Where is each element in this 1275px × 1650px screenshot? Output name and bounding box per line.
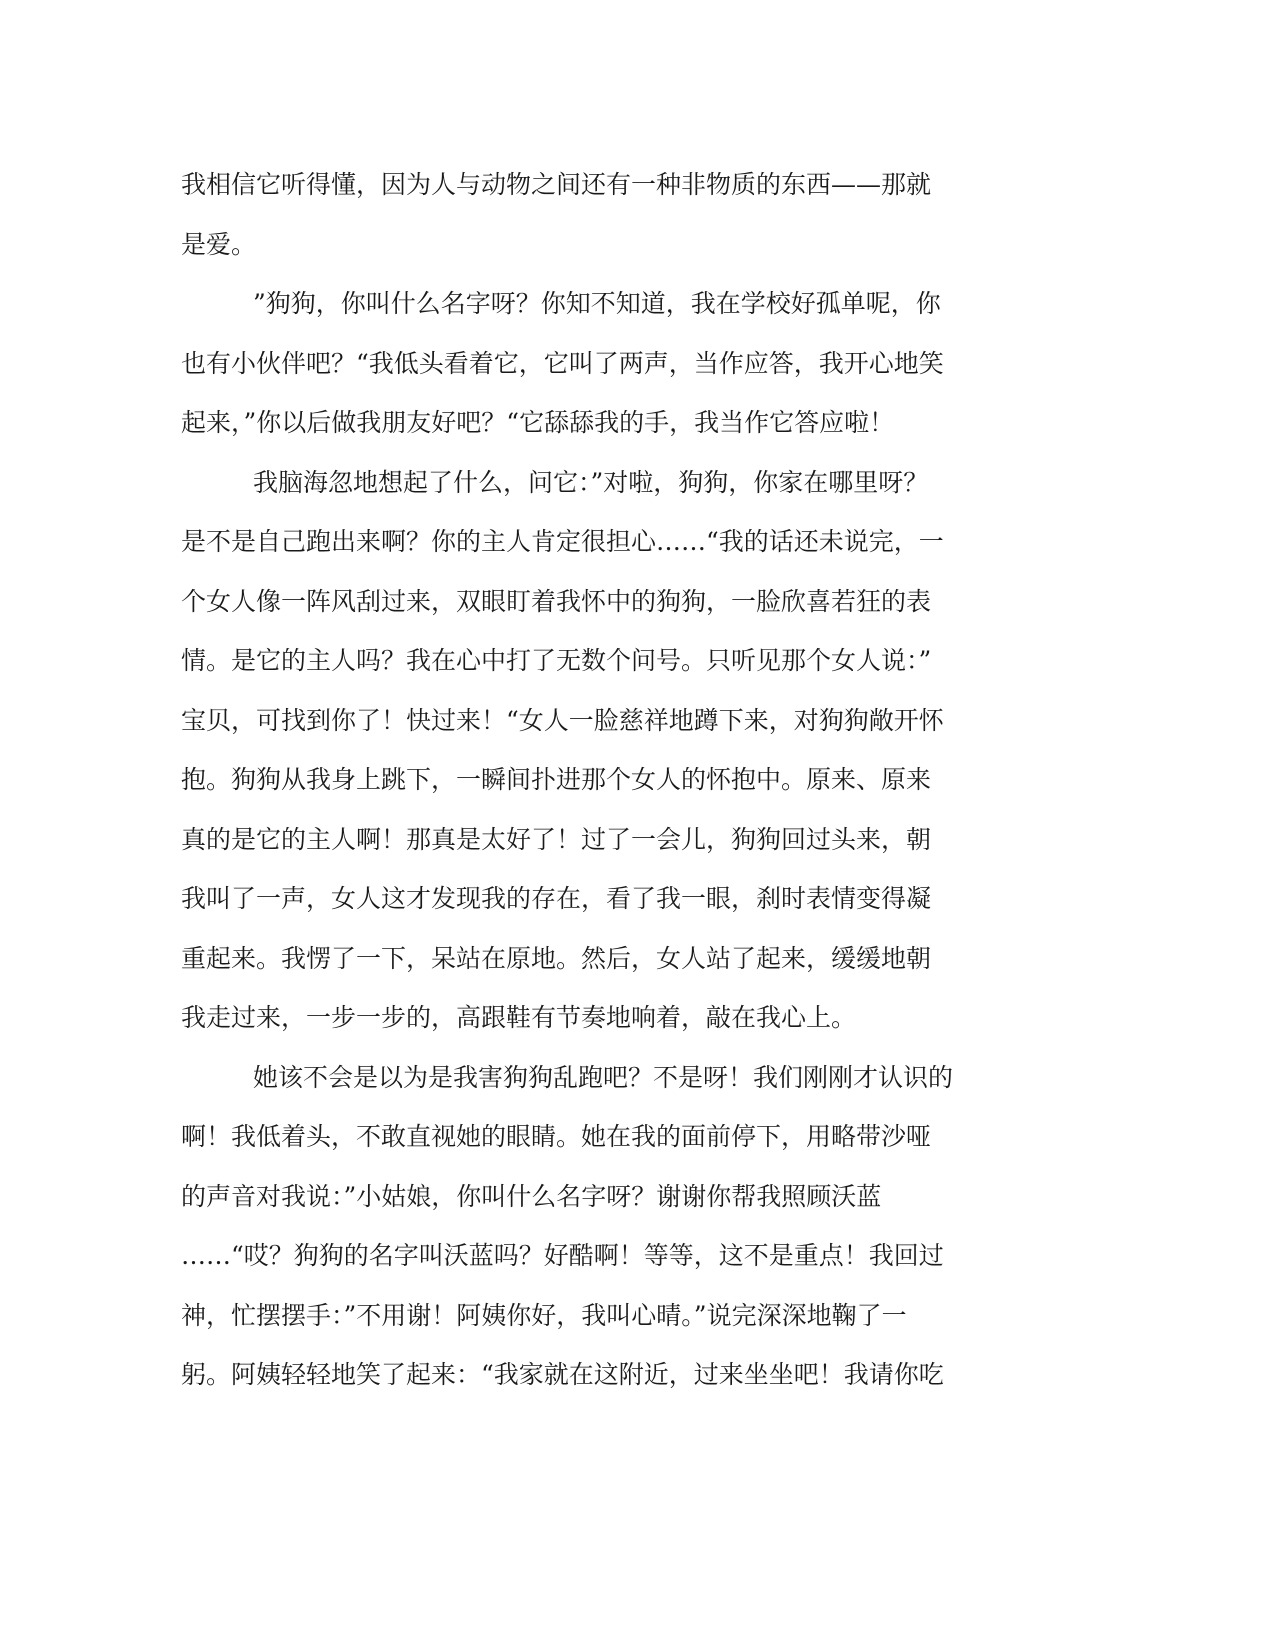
text-line: 我相信它听得懂，因为人与动物之间还有一种非物质的东西——那就 <box>181 170 932 199</box>
paragraph-start-line: 她该不会是以为是我害狗狗乱跑吧？不是呀！我们刚刚才认识的 <box>253 1062 954 1092</box>
text-line: ……“哎？狗狗的名字叫沃蓝吗？好酷啊！等等，这不是重点！我回过 <box>181 1241 944 1270</box>
text-line: 起来，”你以后做我朋友好吧？“它舔舔我的手，我当作它答应啦！ <box>181 408 895 437</box>
text-line: 我叫了一声，女人这才发现我的存在，看了我一眼，刹时表情变得凝 <box>181 884 932 913</box>
body-text <box>181 155 1041 1405</box>
paragraph-start-line: ”狗狗，你叫什么名字呀？你知不知道，我在学校好孤单呢，你 <box>253 289 941 318</box>
text-line: 神，忙摆摆手：”不用谢！阿姨你好，我叫心晴。”说完深深地鞠了一 <box>181 1300 907 1330</box>
text-line: 宝贝，可找到你了！快过来！“女人一脸慈祥地蹲下来，对狗狗敞开怀 <box>181 705 944 735</box>
text-line: 我走过来，一步一步的，高跟鞋有节奏地响着，敲在我心上。 <box>181 1003 857 1032</box>
text-line: 是爱。 <box>181 229 257 259</box>
paragraph-start-line: 我脑海忽地想起了什么，问它：”对啦，狗狗，你家在哪里呀？ <box>253 467 929 497</box>
text-line: 的声音对我说：”小姑娘，你叫什么名字呀？谢谢你帮我照顾沃蓝 <box>181 1181 882 1211</box>
text-line: 是不是自己跑出来啊？你的主人肯定很担心……“我的话还未说完，一 <box>181 527 944 556</box>
text-line: 重起来。我愣了一下，呆站在原地。然后，女人站了起来，缓缓地朝 <box>181 943 932 973</box>
text-line: 抱。狗狗从我身上跳下，一瞬间扑进那个女人的怀抱中。原来、原来 <box>181 765 932 794</box>
text-line: 情。是它的主人吗？我在心中打了无数个问号。只听见那个女人说：” <box>181 646 932 675</box>
text-line: 真的是它的主人啊！那真是太好了！过了一会儿，狗狗回过头来，朝 <box>181 824 932 854</box>
text-line: 躬。阿姨轻轻地笑了起来：“我家就在这附近，过来坐坐吧！我请你吃 <box>181 1360 944 1389</box>
text-line: 个女人像一阵风刮过来，双眼盯着我怀中的狗狗，一脸欣喜若狂的表 <box>181 586 932 616</box>
text-line: 也有小伙伴吧？“我低头看着它，它叫了两声，当作应答，我开心地笑 <box>181 348 944 378</box>
text-line: 啊！我低着头，不敢直视她的眼睛。她在我的面前停下，用略带沙哑 <box>181 1122 932 1151</box>
